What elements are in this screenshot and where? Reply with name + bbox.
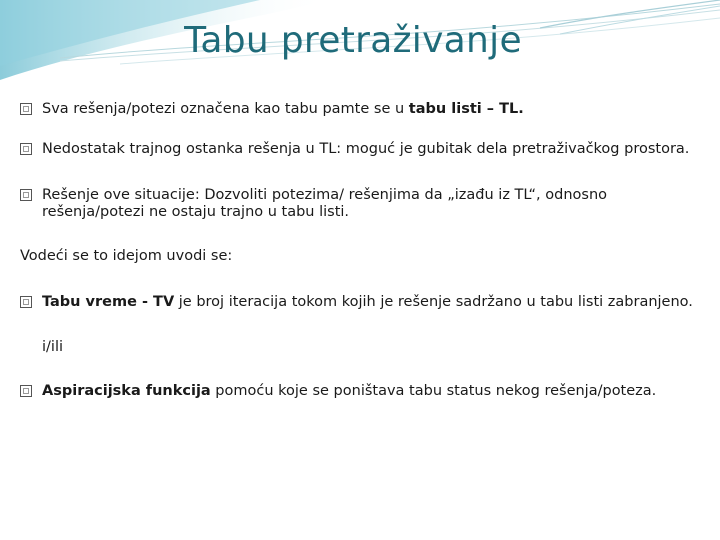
- connector-text: i/ili: [42, 339, 63, 355]
- bullet-box-icon: [20, 103, 32, 115]
- slide-content: [20, 101, 700, 400]
- bullet-tabu-list: Sva rešenja/potezi označena kao tabu pamte se u tabu listi – TL.: [20, 101, 700, 118]
- bullet-box-icon: [20, 189, 32, 201]
- bullet-box-icon: [20, 385, 32, 397]
- bullet-box-icon: [20, 296, 32, 308]
- slide-title: Tabu pretraživanje: [184, 20, 522, 61]
- bullet-solution: Rešenje ove situacije: Dozvoliti potezima/ rešenjima da „izađu iz TL“, odnosno rešenja/potezi ne ostaju trajno u tabu listi.: [20, 187, 700, 221]
- bullet-aspiration: Aspiracijska funkcija pomoću koje se poništava tabu status nekog rešenja/poteza.: [20, 383, 700, 400]
- lead-in-text: Vodeći se to idejom uvodi se:: [20, 248, 233, 264]
- bullet-tabu-time: Tabu vreme - TV je broj iteracija tokom kojih je rešenje sadržano u tabu listi zabranjeno.: [20, 294, 700, 311]
- bullet-box-icon: [20, 143, 32, 155]
- bullet-drawback: Nedostatak trajnog ostanka rešenja u TL: moguć je gubitak dela pretraživačkog prostora.: [20, 141, 700, 158]
